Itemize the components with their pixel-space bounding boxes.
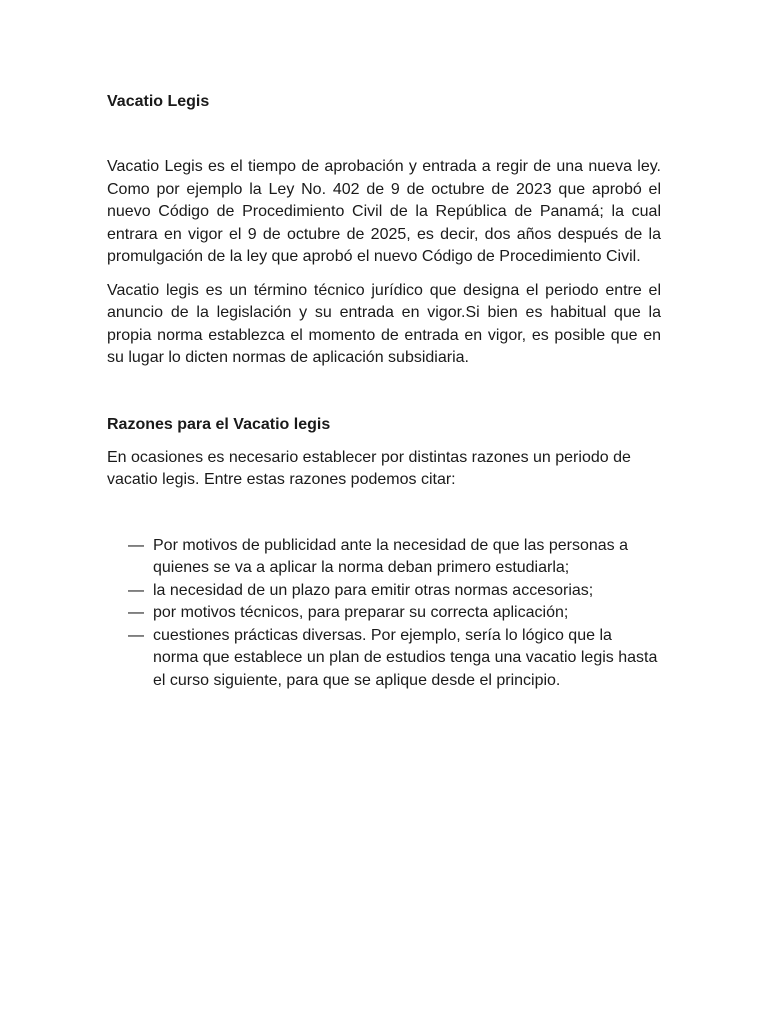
list-item (107, 535, 661, 580)
document-page (107, 90, 661, 692)
document-title: Vacatio Legis (107, 93, 210, 110)
list-item (107, 602, 661, 625)
list-item-text: la necesidad de un plazo para emitir otras normas accesorias; (153, 581, 594, 599)
dash-bullet-icon: — (128, 626, 144, 644)
section-title: Razones para el Vacatio legis (107, 415, 331, 433)
list-item-text: cuestiones prácticas diversas. Por ejemplo, sería lo lógico que la norma que establece un plan de estudios tenga una vacatio legis hasta el curso siguiente, para que se aplique desde el principio. (153, 626, 658, 689)
dash-bullet-icon: — (128, 604, 144, 621)
section-intro: En ocasiones es necesario establecer por distintas razones un periodo de vacatio legis. Entre estas razones podemos citar: (107, 448, 631, 488)
list-item (107, 625, 661, 693)
paragraph-definition: Vacatio Legis es el tiempo de aprobación y entrada a regir de una nueva ley. Como por ejemplo la Ley No. 402 de 9 de octubre de 2023 que aprobó el nuevo Código de Procedimiento Civil de la República de Panamá; la cual entrara en vigor el 9 de octubre de 2025, es decir, dos años después de la promulgación de la ley que aprobó el nuevo Código de Procedimiento Civil. (107, 158, 661, 265)
list-item-text: Por motivos de publicidad ante la necesidad de que las personas a quienes se va a aplicar la norma deban primero estudiarla; (153, 536, 628, 576)
reasons-list (107, 535, 661, 693)
paragraph-technical-term: Vacatio legis es un término técnico jurídico que designa el periodo entre el anuncio de la legislación y su entrada en vigor.Si bien es habitual que la propia norma establezca el momento de entrada en vigor, es posible que en su lugar lo dicten normas de aplicación subsidiaria. (107, 281, 661, 366)
dash-bullet-icon: — (128, 581, 144, 599)
dash-bullet-icon: — (128, 536, 144, 554)
list-item (107, 580, 661, 603)
list-item-text: por motivos técnicos, para preparar su correcta aplicación; (153, 604, 569, 621)
